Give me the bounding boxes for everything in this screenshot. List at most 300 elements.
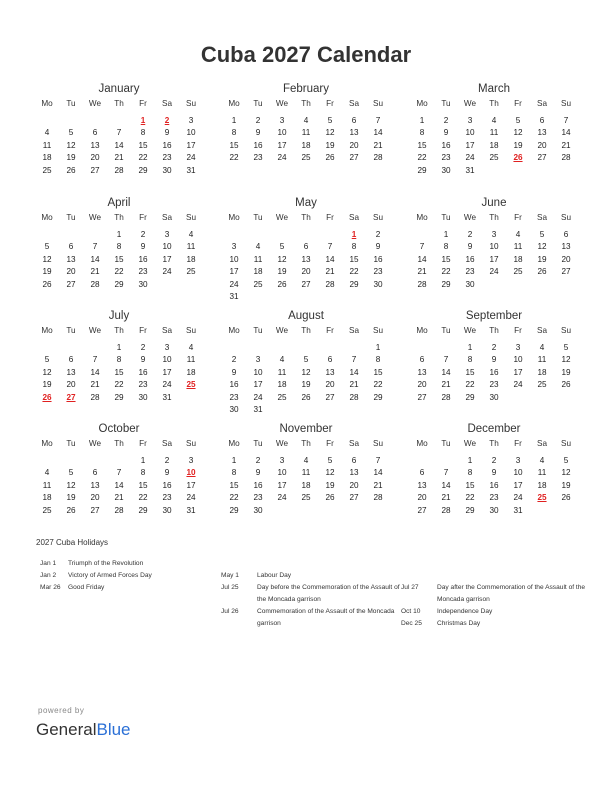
- weekday-header: We: [463, 213, 477, 222]
- weekday-header: Th: [301, 99, 311, 108]
- day-cell: 10: [162, 355, 172, 364]
- month-february: [222, 82, 390, 165]
- weekday-header: Su: [185, 439, 196, 448]
- day-cell: 19: [325, 480, 335, 490]
- holiday-column-3: [401, 582, 586, 630]
- weekday-header: Fr: [139, 439, 147, 448]
- holiday-entry: [401, 618, 586, 630]
- holiday-entry: [40, 570, 225, 582]
- empty-day-cell: [59, 455, 83, 468]
- day-cell: 30: [229, 405, 239, 414]
- day-cell: 30: [441, 165, 451, 175]
- day-cell: 16: [138, 254, 148, 264]
- day-cell: 9: [443, 128, 449, 137]
- day-cell: 11: [513, 242, 523, 251]
- day-cell: 14: [90, 367, 100, 377]
- day-cell: 5: [44, 242, 50, 251]
- weekday-header: Fr: [514, 99, 522, 108]
- weekday-header: Fr: [514, 326, 522, 335]
- day-cell: 4: [539, 455, 545, 465]
- weekday-header: We: [275, 326, 289, 335]
- day-cell: 24: [162, 380, 172, 389]
- day-cell: 3: [279, 455, 285, 465]
- generalblue-logo[interactable]: [36, 720, 131, 740]
- day-cell: 14: [417, 254, 427, 264]
- day-cell: 9: [140, 355, 146, 364]
- weekday-header: Su: [185, 99, 196, 108]
- holiday-day-cell: 26: [513, 153, 523, 162]
- day-cell: 3: [467, 115, 473, 125]
- weekday-header: Mo: [228, 439, 240, 448]
- weekday-header: Fr: [514, 213, 522, 222]
- day-cell: 12: [561, 468, 571, 477]
- empty-day-cell: [270, 229, 294, 242]
- month-name: March: [478, 83, 510, 95]
- day-cell: 4: [279, 355, 285, 364]
- month-name: January: [98, 83, 140, 95]
- day-cell: 21: [441, 380, 451, 389]
- day-cell: 26: [301, 392, 311, 402]
- day-cell: 28: [373, 493, 383, 502]
- day-cell: 12: [537, 242, 547, 251]
- month-name: August: [288, 310, 324, 322]
- day-cell: 12: [66, 140, 76, 150]
- day-cell: 23: [229, 392, 239, 402]
- day-cell: 26: [66, 505, 76, 515]
- day-cell: 20: [417, 493, 427, 502]
- day-cell: 21: [325, 267, 335, 276]
- day-cell: 16: [489, 480, 499, 490]
- day-cell: 16: [138, 367, 148, 377]
- day-cell: 10: [489, 242, 499, 251]
- day-cell: 6: [563, 229, 569, 239]
- day-cell: 14: [114, 140, 124, 150]
- day-cell: 3: [515, 342, 521, 352]
- weekday-header: Tu: [441, 439, 451, 448]
- day-cell: 3: [255, 355, 261, 364]
- day-cell: 31: [465, 165, 475, 175]
- day-cell: 29: [138, 165, 148, 175]
- weekday-header: Su: [185, 326, 196, 335]
- day-cell: 23: [489, 380, 499, 389]
- day-cell: 2: [140, 342, 146, 352]
- day-cell: 6: [92, 468, 98, 477]
- day-cell: 4: [255, 242, 261, 251]
- month-july: [35, 309, 203, 404]
- weekday-header: Mo: [228, 213, 240, 222]
- empty-day-cell: [59, 342, 83, 355]
- day-cell: 19: [325, 140, 335, 150]
- day-cell: 13: [561, 242, 571, 251]
- day-cell: 18: [301, 140, 311, 150]
- weekday-header: Tu: [441, 326, 451, 335]
- day-cell: 25: [513, 267, 523, 276]
- empty-day-cell: [107, 115, 131, 128]
- day-cell: 20: [325, 380, 335, 389]
- month-september: [410, 309, 578, 404]
- empty-day-cell: [410, 229, 434, 242]
- day-cell: 29: [441, 279, 451, 289]
- day-cell: 30: [138, 279, 148, 289]
- day-cell: 8: [351, 242, 357, 251]
- day-cell: 6: [303, 242, 309, 251]
- month-day-grid: [222, 212, 390, 304]
- month-june: [410, 196, 578, 291]
- day-cell: 27: [325, 392, 335, 402]
- month-name: May: [295, 197, 317, 209]
- day-cell: 13: [349, 128, 359, 137]
- day-cell: 28: [373, 153, 383, 162]
- holiday-name: Triumph of the Revolution: [68, 560, 144, 567]
- weekday-header: We: [463, 439, 477, 448]
- day-cell: 11: [42, 480, 52, 490]
- day-cell: 25: [301, 493, 311, 502]
- month-name: July: [108, 310, 130, 322]
- month-day-grid: [222, 325, 390, 417]
- day-cell: 19: [277, 267, 287, 276]
- day-cell: 13: [325, 367, 335, 377]
- day-cell: 24: [513, 380, 523, 389]
- day-cell: 17: [162, 367, 172, 377]
- day-cell: 4: [188, 229, 194, 239]
- empty-day-cell: [83, 342, 107, 355]
- day-cell: 15: [417, 140, 427, 150]
- day-cell: 15: [465, 480, 475, 490]
- day-cell: 26: [561, 493, 571, 502]
- day-cell: 7: [92, 242, 98, 251]
- day-cell: 21: [114, 153, 124, 162]
- day-cell: 2: [164, 455, 170, 465]
- day-cell: 22: [417, 153, 427, 162]
- weekday-header: Mo: [41, 213, 53, 222]
- day-cell: 10: [513, 468, 523, 477]
- day-cell: 13: [66, 254, 76, 264]
- day-cell: 2: [255, 455, 261, 465]
- day-cell: 14: [373, 468, 383, 477]
- day-cell: 3: [188, 455, 194, 465]
- weekday-header: Mo: [228, 326, 240, 335]
- weekday-header: Su: [560, 213, 571, 222]
- day-cell: 22: [138, 153, 148, 162]
- day-cell: 14: [373, 128, 383, 137]
- day-cell: 19: [561, 480, 571, 490]
- weekday-header: Su: [372, 326, 383, 335]
- empty-day-cell: [342, 342, 366, 355]
- weekday-header: Tu: [253, 213, 263, 222]
- day-cell: 6: [351, 115, 357, 125]
- day-cell: 19: [537, 254, 547, 264]
- day-cell: 24: [229, 279, 239, 289]
- weekday-header: Tu: [66, 439, 76, 448]
- day-cell: 25: [489, 153, 499, 162]
- day-cell: 28: [417, 279, 427, 289]
- day-cell: 4: [44, 468, 50, 477]
- day-cell: 28: [114, 505, 124, 515]
- weekday-header: Su: [560, 326, 571, 335]
- day-cell: 6: [351, 455, 357, 465]
- day-cell: 2: [375, 229, 381, 239]
- weekday-header: Th: [489, 213, 499, 222]
- day-cell: 1: [419, 115, 425, 125]
- empty-day-cell: [410, 455, 434, 468]
- day-cell: 7: [563, 115, 569, 125]
- month-day-grid: [35, 325, 203, 404]
- day-cell: 31: [186, 505, 196, 515]
- day-cell: 8: [443, 242, 449, 251]
- day-cell: 1: [467, 342, 473, 352]
- day-cell: 14: [441, 367, 451, 377]
- day-cell: 27: [301, 279, 311, 289]
- holiday-entry: [221, 582, 406, 606]
- day-cell: 28: [90, 392, 100, 402]
- day-cell: 25: [537, 380, 547, 389]
- day-cell: 7: [92, 355, 98, 364]
- weekday-header: Th: [301, 213, 311, 222]
- weekday-header: Mo: [416, 326, 428, 335]
- day-cell: 17: [277, 140, 287, 150]
- day-cell: 28: [349, 392, 359, 402]
- day-cell: 24: [253, 392, 263, 402]
- day-cell: 2: [140, 229, 146, 239]
- day-cell: 11: [301, 468, 311, 477]
- day-cell: 1: [467, 455, 473, 465]
- holiday-column-1: [40, 558, 225, 594]
- day-cell: 10: [513, 355, 523, 364]
- day-cell: 30: [253, 505, 263, 515]
- page-title: Cuba 2027 Calendar: [200, 42, 412, 67]
- day-cell: 22: [465, 380, 475, 389]
- day-cell: 24: [465, 153, 475, 162]
- day-cell: 23: [138, 267, 148, 276]
- day-cell: 23: [373, 267, 383, 276]
- day-cell: 12: [277, 254, 287, 264]
- day-cell: 29: [229, 505, 239, 515]
- day-cell: 20: [301, 267, 311, 276]
- weekday-header: Fr: [139, 326, 147, 335]
- day-cell: 21: [90, 380, 100, 389]
- weekday-header: Su: [185, 213, 196, 222]
- day-cell: 10: [186, 128, 196, 137]
- empty-day-cell: [318, 342, 342, 355]
- day-cell: 14: [349, 367, 359, 377]
- day-cell: 27: [417, 505, 427, 515]
- day-cell: 29: [465, 392, 475, 402]
- day-cell: 26: [42, 279, 52, 289]
- weekday-header: We: [463, 326, 477, 335]
- empty-day-cell: [246, 229, 270, 242]
- day-cell: 16: [441, 140, 451, 150]
- day-cell: 30: [162, 505, 172, 515]
- day-cell: 10: [277, 128, 287, 137]
- holiday-name: Labour Day: [257, 572, 292, 579]
- day-cell: 20: [537, 140, 547, 150]
- weekday-header: Mo: [41, 99, 53, 108]
- day-cell: 25: [277, 392, 287, 402]
- day-cell: 15: [441, 254, 451, 264]
- day-cell: 30: [489, 505, 499, 515]
- day-cell: 1: [375, 342, 381, 352]
- day-cell: 21: [441, 493, 451, 502]
- day-cell: 16: [229, 380, 239, 389]
- holiday-name: Commemoration of the Assault of the Moncada garrison: [257, 608, 395, 627]
- day-cell: 8: [116, 355, 122, 364]
- holiday-day-cell: 27: [66, 392, 76, 402]
- day-cell: 17: [229, 267, 239, 276]
- holiday-date: Jul 25: [221, 584, 239, 591]
- day-cell: 7: [375, 115, 381, 125]
- month-day-grid: [222, 438, 390, 517]
- day-cell: 18: [537, 480, 547, 490]
- day-cell: 21: [90, 267, 100, 276]
- holiday-date: Oct 10: [401, 608, 421, 615]
- day-cell: 31: [186, 165, 196, 175]
- weekday-header: Sa: [348, 99, 359, 108]
- day-cell: 5: [68, 468, 74, 477]
- day-cell: 26: [66, 165, 76, 175]
- day-cell: 4: [188, 342, 194, 352]
- logo-blue-text: Blue: [96, 720, 131, 739]
- holiday-name: Christmas Day: [437, 620, 481, 627]
- day-cell: 4: [44, 128, 50, 137]
- day-cell: 12: [42, 367, 52, 377]
- day-cell: 14: [561, 128, 571, 137]
- day-cell: 22: [465, 493, 475, 502]
- holiday-day-cell: 10: [186, 468, 196, 477]
- day-cell: 19: [42, 380, 52, 389]
- day-cell: 24: [277, 153, 287, 162]
- day-cell: 17: [186, 480, 196, 490]
- day-cell: 11: [537, 355, 547, 364]
- day-cell: 30: [373, 279, 383, 289]
- holiday-column-2: [221, 570, 406, 630]
- day-cell: 22: [138, 493, 148, 502]
- holiday-entry: [401, 606, 586, 618]
- day-cell: 2: [467, 229, 473, 239]
- day-cell: 12: [325, 128, 335, 137]
- day-cell: 6: [92, 128, 98, 137]
- day-cell: 8: [231, 128, 237, 137]
- day-cell: 23: [138, 380, 148, 389]
- day-cell: 24: [489, 267, 499, 276]
- empty-day-cell: [35, 342, 59, 355]
- day-cell: 5: [563, 455, 569, 465]
- day-cell: 23: [441, 153, 451, 162]
- weekday-header: Tu: [441, 99, 451, 108]
- weekday-header: We: [275, 99, 289, 108]
- holiday-date: Jul 26: [221, 608, 239, 615]
- weekday-header: Tu: [441, 213, 451, 222]
- holidays-title: 2027 Cuba Holidays: [36, 538, 109, 547]
- day-cell: 16: [489, 367, 499, 377]
- month-april: [35, 196, 203, 291]
- month-name: December: [467, 423, 521, 435]
- day-cell: 10: [465, 128, 475, 137]
- holiday-day-cell: 25: [186, 380, 196, 389]
- empty-day-cell: [434, 455, 458, 468]
- day-cell: 13: [349, 468, 359, 477]
- day-cell: 13: [417, 367, 427, 377]
- day-cell: 17: [465, 140, 475, 150]
- holiday-entry: [40, 558, 225, 570]
- holiday-day-cell: 26: [42, 392, 52, 402]
- weekday-header: Fr: [139, 99, 147, 108]
- day-cell: 15: [349, 254, 359, 264]
- day-cell: 25: [42, 505, 52, 515]
- weekday-header: Mo: [416, 213, 428, 222]
- day-cell: 1: [231, 455, 237, 465]
- day-cell: 22: [349, 267, 359, 276]
- day-cell: 21: [417, 267, 427, 276]
- weekday-header: Sa: [161, 213, 172, 222]
- day-cell: 22: [114, 380, 124, 389]
- day-cell: 12: [325, 468, 335, 477]
- day-cell: 15: [229, 140, 239, 150]
- day-cell: 23: [162, 493, 172, 502]
- day-cell: 10: [162, 242, 172, 251]
- day-cell: 11: [489, 128, 499, 137]
- day-cell: 8: [419, 128, 425, 137]
- weekday-header: Sa: [536, 213, 547, 222]
- day-cell: 9: [140, 242, 146, 251]
- day-cell: 6: [539, 115, 545, 125]
- day-cell: 23: [253, 153, 263, 162]
- day-cell: 10: [253, 367, 263, 377]
- day-cell: 17: [162, 254, 172, 264]
- day-cell: 3: [188, 115, 194, 125]
- empty-day-cell: [107, 455, 131, 468]
- day-cell: 11: [253, 254, 263, 264]
- day-cell: 28: [114, 165, 124, 175]
- day-cell: 9: [255, 128, 261, 137]
- day-cell: 12: [513, 128, 523, 137]
- weekday-header: Tu: [253, 99, 263, 108]
- day-cell: 18: [186, 367, 196, 377]
- day-cell: 30: [465, 279, 475, 289]
- weekday-header: Th: [114, 213, 124, 222]
- day-cell: 5: [539, 229, 545, 239]
- day-cell: 7: [443, 468, 449, 477]
- day-cell: 18: [186, 254, 196, 264]
- day-cell: 18: [253, 267, 263, 276]
- empty-day-cell: [318, 229, 342, 242]
- empty-day-cell: [246, 342, 270, 355]
- day-cell: 1: [116, 342, 122, 352]
- day-cell: 15: [465, 367, 475, 377]
- empty-day-cell: [434, 342, 458, 355]
- day-cell: 4: [303, 455, 309, 465]
- holiday-day-cell: 1: [351, 229, 357, 239]
- day-cell: 22: [229, 153, 239, 162]
- day-cell: 9: [164, 468, 170, 477]
- weekday-header: Tu: [253, 326, 263, 335]
- day-cell: 17: [513, 367, 523, 377]
- day-cell: 2: [491, 455, 497, 465]
- holiday-name: Victory of Armed Forces Day: [68, 572, 152, 579]
- day-cell: 1: [443, 229, 449, 239]
- day-cell: 24: [277, 493, 287, 502]
- day-cell: 25: [186, 267, 196, 276]
- day-cell: 27: [66, 279, 76, 289]
- day-cell: 5: [279, 242, 285, 251]
- day-cell: 27: [349, 493, 359, 502]
- day-cell: 27: [537, 153, 547, 162]
- day-cell: 31: [513, 505, 523, 515]
- day-cell: 21: [373, 140, 383, 150]
- day-cell: 11: [537, 468, 547, 477]
- weekday-header: Mo: [416, 99, 428, 108]
- month-january: [35, 82, 203, 177]
- weekday-header: Fr: [326, 326, 334, 335]
